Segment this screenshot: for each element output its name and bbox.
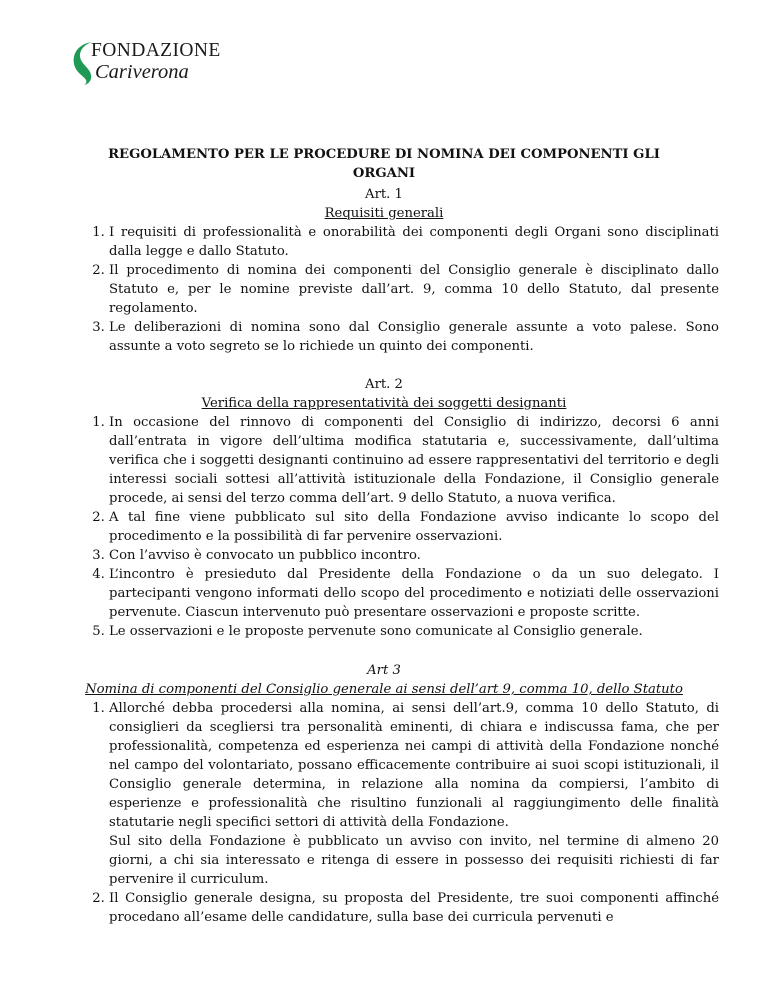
article-1-heading xyxy=(80,185,688,223)
list-item: 4. L’incontro è presieduto dal Presidente della Fondazione o da un suo delegato. I partecipanti vengono informati dello scopo del procedimento e notiziati delle osservazioni pervenute. Ciascun intervenuto può presentare osservazioni e proposte scritte. xyxy=(109,565,719,622)
article-2-heading xyxy=(80,375,688,413)
article-subtitle: Nomina di componenti del Consiglio generale ai sensi dell’art 9, comma 10, dello Statuto xyxy=(85,682,683,697)
article-subtitle: Requisiti generali xyxy=(324,206,444,221)
list-item: 5. Le osservazioni e le proposte pervenute sono comunicate al Consiglio generale. xyxy=(109,622,719,641)
list-item xyxy=(109,699,719,889)
list-item-paragraph: 1. Allorché debba procedersi alla nomina, ai sensi dell’art.9, comma 10 dello Statuto, di consiglieri da scegliersi tra personalità eminenti, di chiara e indiscussa fama, che per professionalità, competenza ed esperienza nei campi di attività della Fondazione nonché nel campo del volontariato, possano efficacemente contribuire ai suoi scopi istituzionali, il Consiglio generale determina, in relazione alla nomina da compiersi, l’ambito di esperienze e professionalità che risultino funzionali al raggiungimento delle finalità statutarie negli specifici settori di attività della Fondazione. xyxy=(109,701,719,830)
list-item-paragraph: 2. Il Consiglio generale designa, su proposta del Presidente, tre suoi componenti affinché procedano all’esame delle candidature, sulla base dei curricula pervenuti e xyxy=(109,891,719,925)
logo-line-1: FONDAZIONE xyxy=(91,40,221,61)
list-item: 3. Con l’avviso è convocato un pubblico incontro. xyxy=(109,546,719,565)
article-1-list xyxy=(80,223,719,356)
article-number: Art. 1 xyxy=(365,187,403,202)
list-item xyxy=(109,889,719,927)
fondazione-logo xyxy=(72,40,272,86)
logo-line-2: Cariverona xyxy=(95,61,189,83)
list-item: 2. A tal fine viene pubblicato sul sito della Fondazione avviso indicante lo scopo del procedimento e la possibilità di far pervenire osservazioni. xyxy=(109,508,719,546)
list-item: 3. Le deliberazioni di nomina sono dal Consiglio generale assunte a voto palese. Sono assunte a voto segreto se lo richiede un quinto dei componenti. xyxy=(109,318,719,356)
article-subtitle: Verifica della rappresentatività dei soggetti designanti xyxy=(201,396,567,411)
article-3-heading xyxy=(60,661,708,699)
list-item: 1. In occasione del rinnovo di componenti del Consiglio di indirizzo, decorsi 6 anni dall’entrata in vigore dell’ultima modifica statutaria e, successivamente, dall’ultima verifica che i soggetti designanti continuino ad essere rappresentativi del territorio e degli interessi sociali sottesi all’attività istituzionale della Fondazione, il Consiglio generale procede, ai sensi del terzo comma dell’art. 9 dello Statuto, a nuova verifica. xyxy=(109,413,719,508)
list-item: 2. Il procedimento di nomina dei componenti del Consiglio generale è disciplinato dallo Statuto e, per le nomine previste dall’art. 9, comma 10 dello Statuto, dal presente regolamento. xyxy=(109,261,719,318)
article-number: Art. 2 xyxy=(365,377,403,392)
document-title: REGOLAMENTO PER LE PROCEDURE DI NOMINA DEI COMPONENTI GLI ORGANI xyxy=(108,147,660,181)
article-number: Art 3 xyxy=(367,663,401,678)
list-item: 1. I requisiti di professionalità e onorabilità dei componenti degli Organi sono disciplinati dalla legge e dallo Statuto. xyxy=(109,223,719,261)
article-2-list xyxy=(80,413,719,641)
article-3-list xyxy=(80,699,719,927)
list-item-paragraph: Sul sito della Fondazione è pubblicato un avviso con invito, nel termine di almeno 20 giorni, a chi sia interessato e ritenga di essere in possesso dei requisiti richiesti di far pervenire il curriculum. xyxy=(109,834,719,887)
